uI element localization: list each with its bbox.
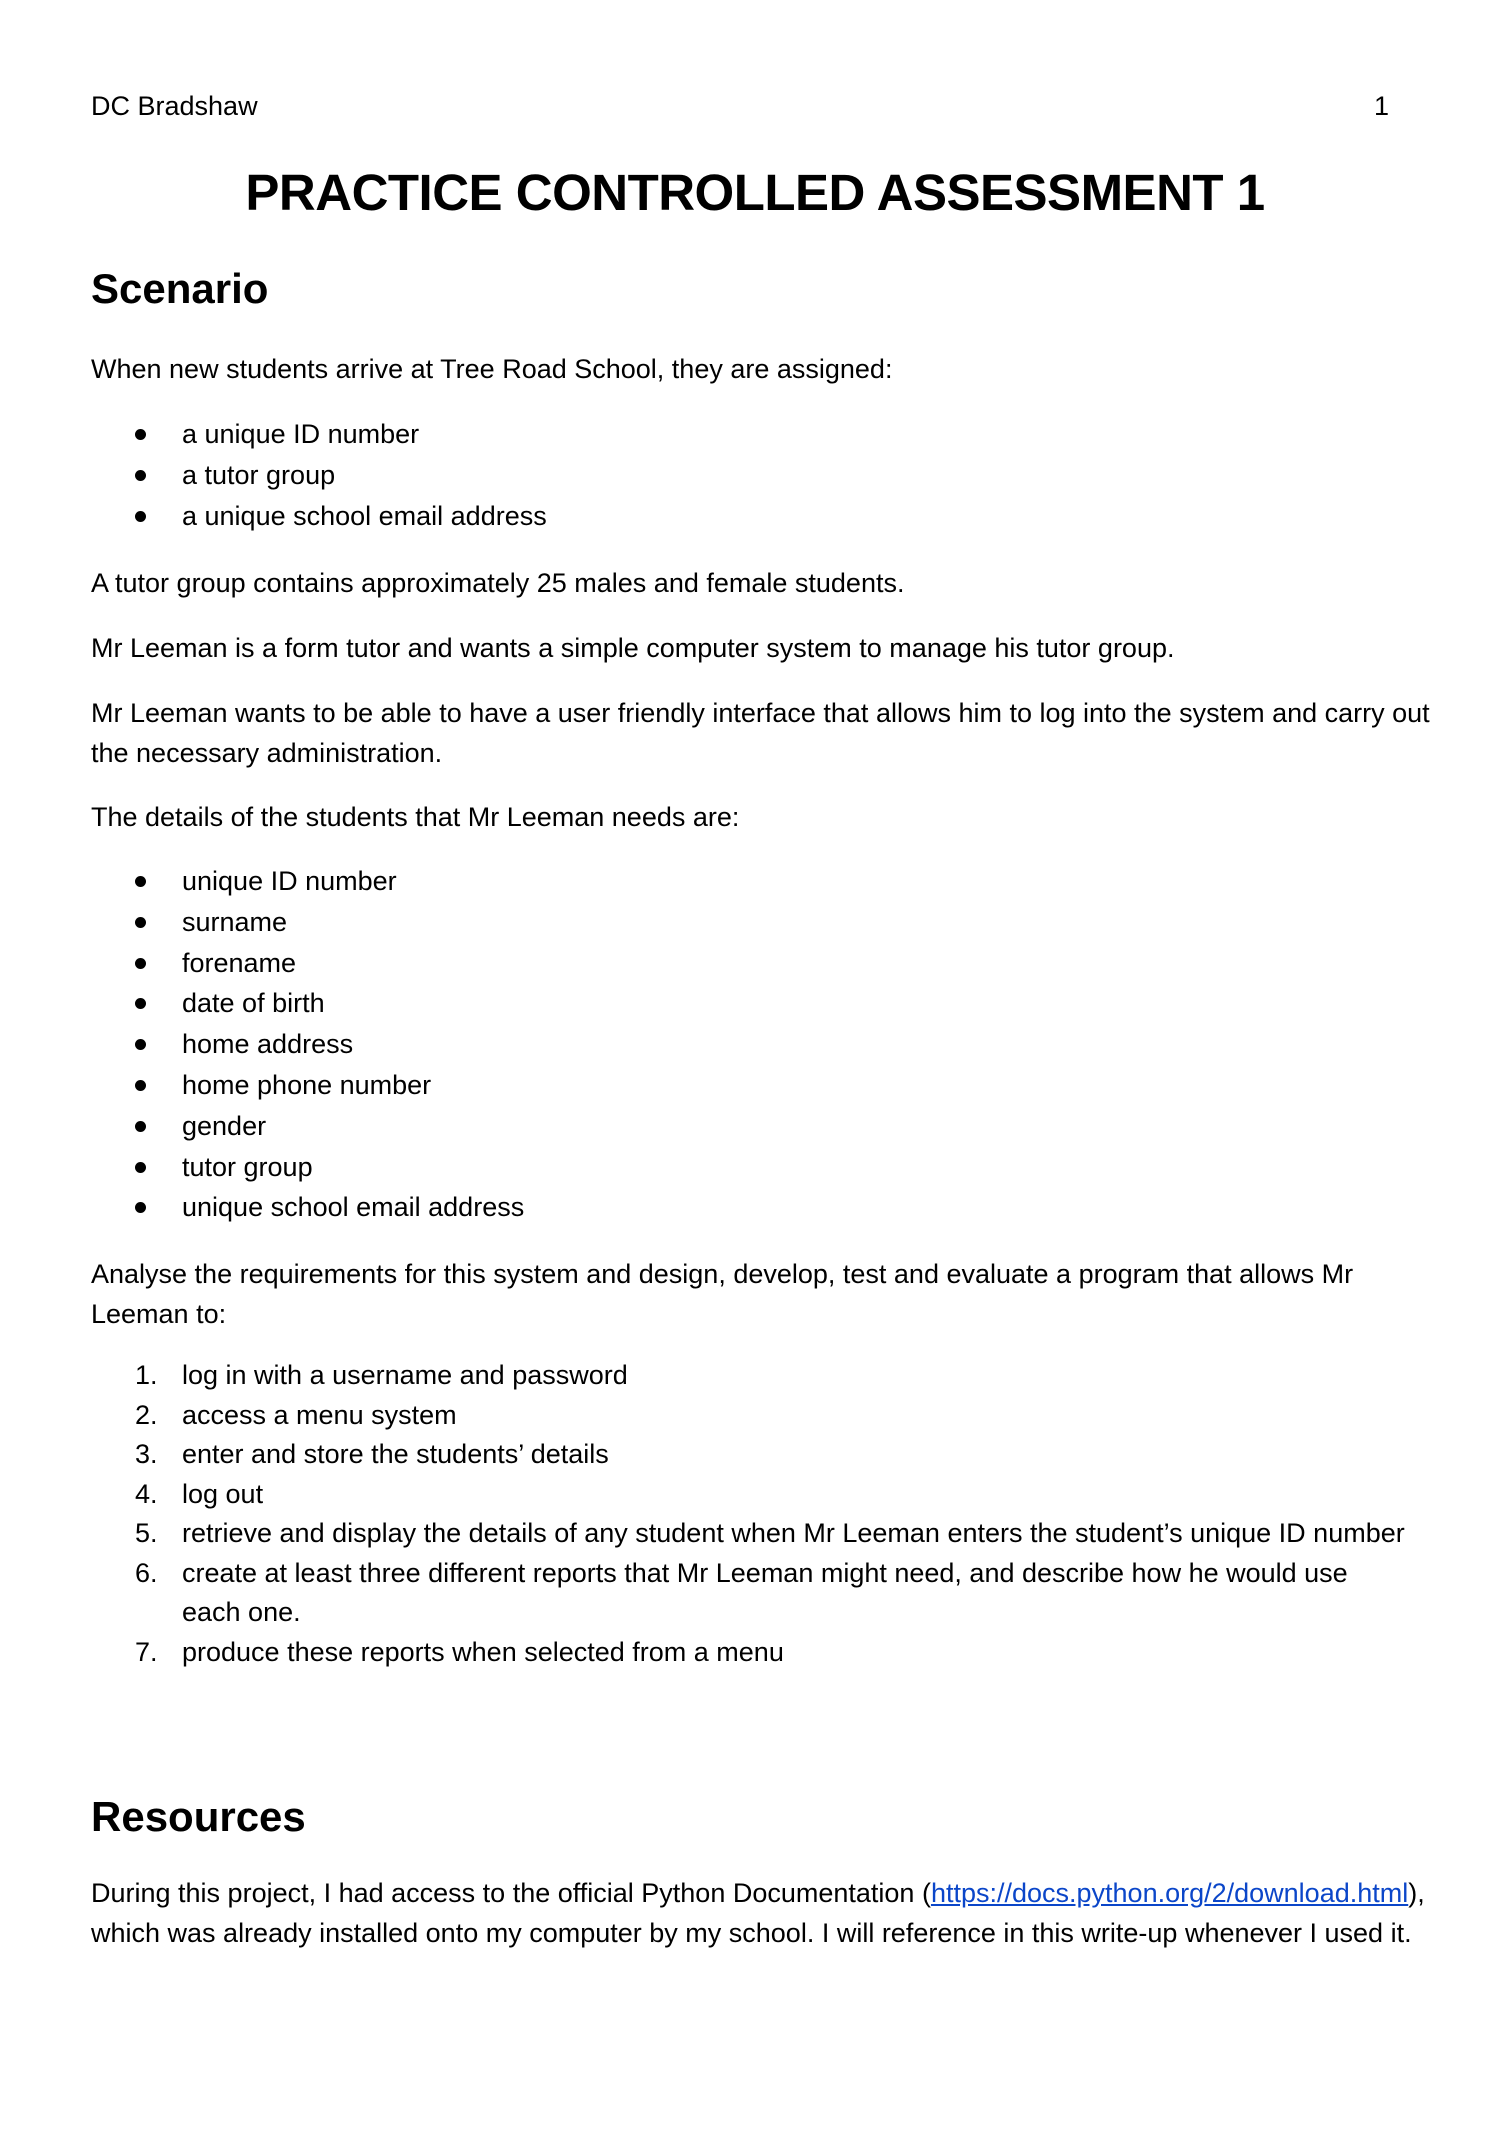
header-author: DC Bradshaw — [91, 91, 258, 121]
list-item: tutor group — [91, 1147, 1411, 1188]
list-item: 7. produce these reports when selected from a menu — [135, 1636, 784, 1667]
list-item: 3. enter and store the students’ details — [135, 1439, 609, 1469]
list-item: a unique school email address — [91, 496, 1411, 537]
list-item: 6. create at least three different reports that Mr Leeman might need, and describe how he would use each one. — [135, 1557, 1348, 1627]
list-item: a tutor group — [91, 455, 1411, 496]
list-item: home phone number — [91, 1065, 1411, 1106]
interface-paragraph: Mr Leeman wants to be able to have a user friendly interface that allows him to log into the system and carry out the necessary administration. — [91, 698, 1430, 768]
header-page-number: 1 — [1373, 91, 1389, 121]
list-item: gender — [91, 1106, 1411, 1147]
python-docs-link[interactable]: https://docs.python.org/2/download.html — [930, 1878, 1409, 1908]
resources-paragraph: During this project, I had access to the official Python Documentation (https://docs.python.org/2/download.html), which was already installed onto my computer by my school. I will reference in this write-up whenever I used it. — [91, 1878, 1425, 1948]
list-item: 2. access a menu system — [135, 1399, 457, 1430]
details-intro: The details of the students that Mr Leeman needs are: — [91, 802, 740, 832]
list-item: 1. log in with a username and password — [135, 1360, 628, 1390]
list-item: forename — [91, 943, 1411, 984]
list-item: surname — [91, 902, 1411, 943]
list-item: 4. log out — [135, 1478, 264, 1509]
assigned-list — [91, 414, 1411, 536]
bullet-icon — [135, 1121, 146, 1132]
task-intro: Analyse the requirements for this system and design, develop, test and evaluate a program that allows Mr Leeman to: — [91, 1259, 1354, 1329]
list-item: a unique ID number — [91, 414, 1411, 455]
document-title: PRACTICE CONTROLLED ASSESSMENT 1 — [245, 164, 1265, 221]
group-size-paragraph: A tutor group contains approximately 25 males and female students. — [91, 568, 905, 598]
scenario-intro: When new students arrive at Tree Road School, they are assigned: — [91, 354, 893, 384]
bullet-icon — [135, 470, 146, 481]
list-item: unique school email address — [91, 1187, 1411, 1228]
details-list — [91, 861, 1411, 1228]
bullet-icon — [135, 917, 146, 928]
bullet-icon — [135, 1039, 146, 1050]
list-item: 5. retrieve and display the details of any student when Mr Leeman enters the student’s unique ID number — [135, 1518, 1405, 1548]
list-item: home address — [91, 1024, 1411, 1065]
bullet-icon — [135, 1202, 146, 1213]
bullet-icon — [135, 1162, 146, 1173]
bullet-icon — [135, 511, 146, 522]
bullet-icon — [135, 429, 146, 440]
list-item: unique ID number — [91, 861, 1411, 902]
bullet-icon — [135, 958, 146, 969]
bullet-icon — [135, 1080, 146, 1091]
tutor-paragraph: Mr Leeman is a form tutor and wants a simple computer system to manage his tutor group. — [91, 633, 1175, 663]
list-item: date of birth — [91, 983, 1411, 1024]
resources-heading: Resources — [91, 1793, 306, 1840]
task-list — [91, 1356, 1411, 1672]
bullet-icon — [135, 876, 146, 887]
scenario-heading: Scenario — [91, 265, 269, 312]
bullet-icon — [135, 998, 146, 1009]
